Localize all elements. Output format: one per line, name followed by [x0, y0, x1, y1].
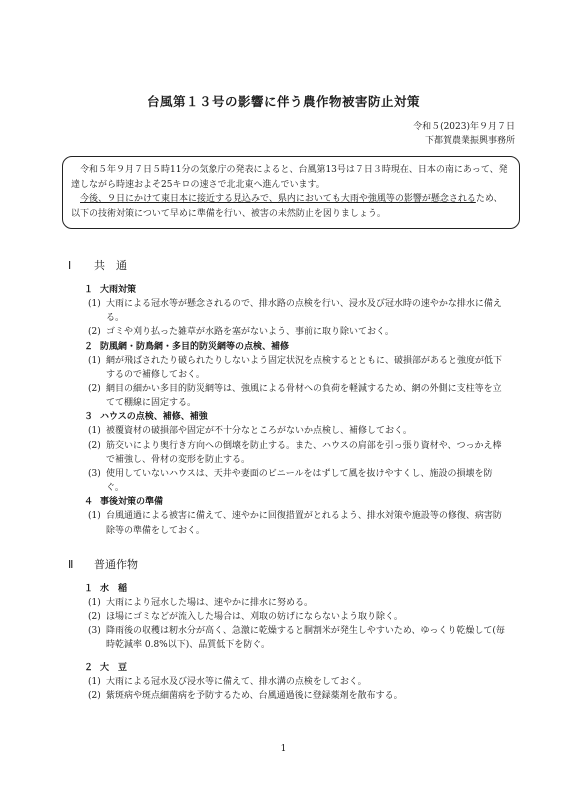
notice-rest-text: ため、以下の技術対策について早めに準備を行い、被害の未然防止を図りましょう。: [71, 194, 503, 219]
list-item-number: (1): [88, 511, 101, 522]
list-item-text: 台風通過による被害に備えて、速やかに回復措置がとれるよう、排水対策や施設等の修復、病害防除等の準備をしておく。: [106, 511, 502, 536]
section: [60, 259, 508, 538]
spacer: [60, 538, 508, 558]
issue-date: 令和５(2023)年９月７日: [413, 122, 515, 132]
subsection: [60, 495, 508, 537]
document-title: 台風第１３号の影響に伴う農作物被害防止対策: [146, 94, 420, 109]
subsection-title: [84, 283, 508, 297]
list-item: [88, 467, 508, 495]
list-item: [88, 610, 508, 624]
list-item: [88, 439, 508, 467]
list-item-text: ゴミや刈り払った雑草が水路を塞がないよう、事前に取り除いておく。: [106, 327, 394, 338]
section: [60, 558, 508, 703]
list-item-text: 降雨後の収穫は籾水分が高く、急激に乾燥すると胴割米が発生しやすいため、ゆっくり乾燥して(毎時乾減率 0.8%以下)、品質低下を防ぐ。: [106, 626, 505, 651]
list-item-text: 被覆資材の破損部や固定が不十分なところがないか点検し、補修しておく。: [106, 426, 412, 437]
section-number: Ⅱ: [68, 557, 74, 571]
subsection-title-text: 大 豆: [100, 662, 128, 673]
list-item: [88, 297, 508, 325]
subsection-title: [84, 340, 508, 354]
subsection-title: [84, 495, 508, 509]
subsection-title: [84, 661, 508, 675]
subsection-number: ３: [84, 412, 94, 423]
subsection: [60, 661, 508, 703]
subsection-number: １: [84, 583, 94, 594]
list-item: [88, 354, 508, 382]
list-item-number: (2): [88, 384, 101, 395]
list-item-number: (3): [88, 626, 101, 637]
list-item-number: (1): [88, 426, 101, 437]
issuing-office: 下都賀農業振興事務所: [424, 136, 515, 146]
spacer: [60, 653, 508, 661]
subsection-number: １: [84, 285, 94, 295]
list-item: [88, 675, 508, 689]
list-item: [88, 624, 508, 652]
list-item-text: 網が飛ばされたり破られたりしないよう固定状況を点検するとともに、破損部があると強度が低下するので補修しておく。: [106, 355, 503, 380]
list-item-number: (2): [88, 690, 101, 701]
subsection: [60, 410, 508, 495]
list-item: [88, 509, 508, 537]
list-item-number: (2): [88, 327, 101, 338]
subsection-number: ２: [84, 341, 94, 352]
list-item-number: (3): [88, 469, 101, 480]
page-number: 1: [280, 744, 287, 754]
notice-box: [62, 156, 520, 229]
list-item-text: 使用していないハウスは、天井や妻面のビニールをはずして風を抜けやすくし、施設の損壊を防ぐ。: [106, 469, 493, 494]
subsection: [60, 582, 508, 653]
list-item-number: (1): [88, 299, 101, 309]
section-number: Ⅰ: [68, 259, 72, 272]
subsection-number: ４: [84, 497, 94, 508]
subsection-title-text: 事後対策の準備: [100, 497, 164, 508]
list-item-text: 大雨による冠水及び浸水等に備えて、排水溝の点検をしておく。: [106, 676, 367, 687]
list-item: [88, 424, 508, 438]
list-item: [88, 325, 508, 339]
subsection: [60, 283, 508, 340]
list-item-number: (1): [88, 676, 101, 687]
list-item-text: ほ場にゴミなどが流入した場合は、刈取の妨げにならないよう取り除く。: [106, 612, 403, 623]
section-title-text: 共 通: [94, 259, 127, 272]
subsection-title: [84, 410, 508, 424]
subsection-title: [84, 582, 508, 596]
notice-paragraph-2: [71, 192, 511, 221]
subsection-title-text: 水 稲: [100, 583, 128, 594]
list-item-text: 筋交いにより奥行き方向への倒壊を防止する。また、ハウスの肩部を引っ張り資材や、つっかえ棒で補強し、骨材の変形を防止する。: [106, 440, 502, 465]
subsection-number: ２: [84, 662, 94, 673]
list-item-text: 大雨により冠水した場は、速やかに排水に努める。: [106, 597, 314, 608]
section-title: [68, 259, 508, 273]
list-item-number: (1): [88, 597, 101, 608]
list-item-text: 大雨による冠水等が懸念されるので、排水路の点検を行い、浸水及び冠水時の速やかな排水に備える。: [106, 299, 502, 324]
subsection-title-text: 大雨対策: [100, 285, 137, 295]
document-meta: [413, 120, 515, 148]
list-item-number: (2): [88, 612, 101, 623]
notice-underlined-text: 今後、９日にかけて東日本に接近する見込みで、県内においても大雨や強風等の影響が懸念される: [80, 194, 476, 204]
list-item: [88, 596, 508, 610]
notice-paragraph-1: 令和５年９月７日５時11分の気象庁の発表によると、台風第13号は７日３時現在、日本の南にあって、発達しながら時速およそ25キロの速さで北北東へ進んでいます。: [71, 165, 508, 190]
section-title: [68, 558, 508, 572]
list-item-text: 網目の細かい多目的防災網等は、強風による骨材への負荷を軽減するため、網の外側に支柱等を立てて棚線に固定する。: [106, 384, 502, 409]
subsection-title-text: ハウスの点検、補修、補強: [100, 412, 208, 423]
document-body: [60, 259, 508, 703]
list-item-number: (1): [88, 355, 101, 366]
list-item: [88, 382, 508, 410]
list-item-text: 紫斑病や斑点細菌病を予防するため、台風通過後に登録薬剤を散布する。: [106, 690, 403, 701]
subsection: [60, 340, 508, 411]
subsection-title-text: 防風網・防鳥網・多目的防災網等の点検、補修: [100, 341, 290, 352]
section-title-text: 普通作物: [94, 557, 138, 571]
list-item: [88, 689, 508, 703]
list-item-number: (2): [88, 440, 101, 451]
